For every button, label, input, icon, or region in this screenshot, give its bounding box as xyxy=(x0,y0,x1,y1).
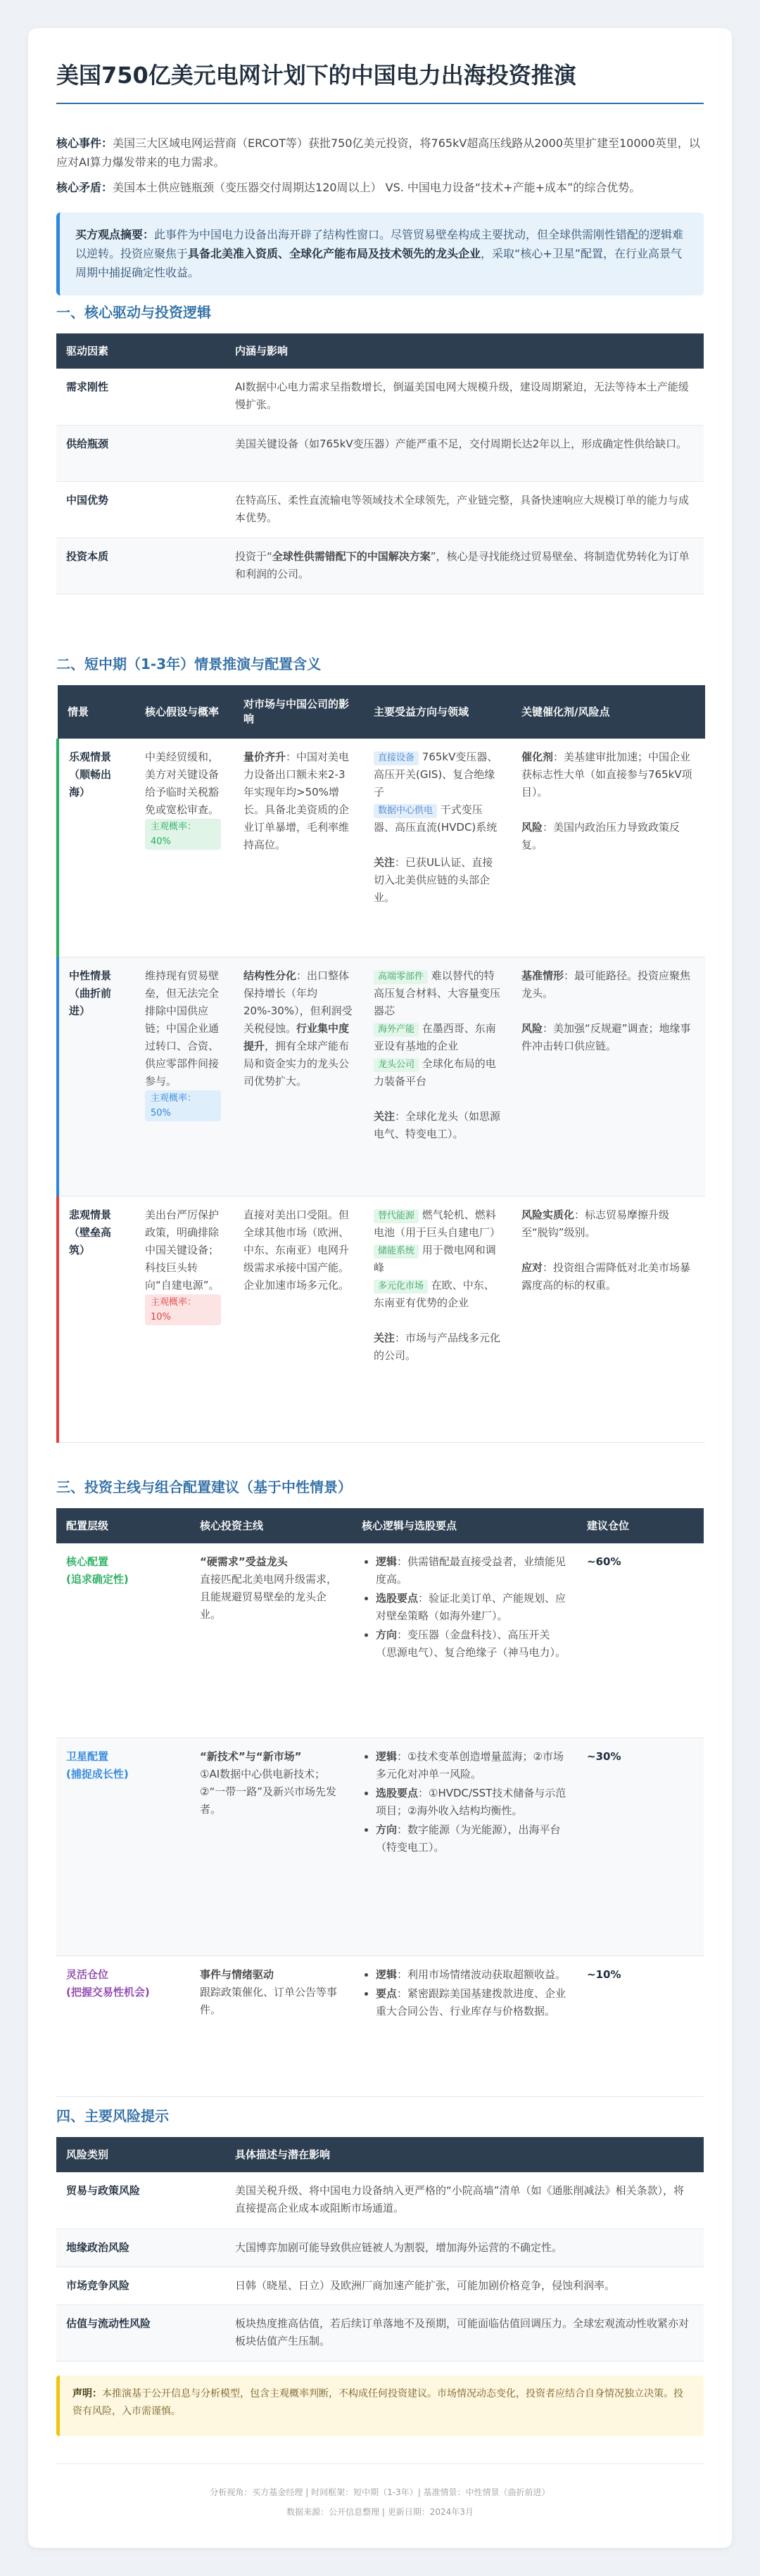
footer xyxy=(56,2463,704,2522)
report-card xyxy=(28,28,732,2548)
scenario-row-optimistic: 乐观情景（顺畅出海） 中美经贸缓和，美方对关键设备给予临时关税豁免或宽松审查。 主观概率：40% 量价齐升：中国对美电力设备出口额未来2-3年实现年均>50%增长。具备北美资质的企业订单暴增，毛利率维持高位。 直接设备 765kV变压器、高压开关(GIS)、复合绝缘子 数据中心供电 干式变压器、高压直流(HVDC)系统 关注：已获UL认证、直接切入北美供应链的头部企业。 催化剂：美基建审批加速；中国企业获标志性大单（如直接参与765kV项目）。 风险：美国内政治压力导致政策反复。 xyxy=(58,739,705,957)
table-cell: 美国关键设备（如765kV变压器）产能严重不足，交付周期长达2年以上，形成确定性供给缺口。 xyxy=(225,425,704,481)
tag-chip: 储能系统 xyxy=(374,1244,419,1258)
weight-value: ~10% xyxy=(577,1956,704,2096)
tag-chip: 高端零部件 xyxy=(374,970,428,984)
weight-value: ~60% xyxy=(577,1543,704,1737)
allocation-row-core: 核心配置 (追求确定性) “硬需求”受益龙头 直接匹配北美电网升级需求，且能规避贸易壁垒的龙头企业。 • 逻辑：供需错配最直接受益者，业绩能见度高。 • 选股要点：验证北美订单、产能规划、应对壁垒策略（如海外建厂）。 • 方向：变压器（金盘科技）、高压开关（思源电气）、复合绝缘子（神马电力）。 ~60% xyxy=(56,1543,704,1737)
scenario-row-pessimistic: 悲观情景（壁垒高筑） 美出台严厉保护政策，明确排除中国关键设备；科技巨头转向“自建电源”。 主观概率：10% 直接对美出口受阻。但全球其他市场（欧洲、中东、东南亚）电网升级需求承接中国产能。企业加速市场多元化。 替代能源 燃气轮机、燃料电池（用于巨头自建电厂） 储能系统 用于微电网和调峰 多元化市场 在欧、中东、东南亚有优势的企业 关注：市场与产品线多元化的公司。 风险实质化：标志贸易摩擦升级至“脱钩”级别。 应对：投资组合需降低对北美市场暴露度高的标的权重。 xyxy=(58,1196,705,1442)
tag-chip: 直接设备 xyxy=(374,751,419,765)
table-cell: 供给瓶颈 xyxy=(56,425,225,481)
tag-chip: 替代能源 xyxy=(374,1209,419,1223)
table-cell: AI数据中心电力需求呈指数增长，倒逼美国电网大规模升级，建设周期紧迫，无法等待本土产能缓慢扩张。 xyxy=(225,369,704,425)
table-cell: 投资本质 xyxy=(56,537,225,594)
tag-chip: 多元化市场 xyxy=(374,1280,428,1294)
risks-table: 风险类别 具体描述与潜在影响 贸易与政策风险 美国关税升级、将中国电力设备纳入更严格的“小院高墙”清单（如《通胀削减法》相关条款），将直接提高企业成本或阻断市场通道。 地缘政治风险 大国博弈加剧可能导致供应链被人为割裂，增加海外运营的不确定性。 市场竞争风险 日韩（晓星、日立）及欧洲厂商加速产能扩张，可能加剧价格竞争，侵蚀利润率。 估值与流动性风险 板块热度推高估值，若后续订单落地不及预期，可能面临估值回调压力。全球宏观流动性收紧亦对板块估值产生压制。 xyxy=(56,2137,704,2361)
section-heading-drivers: 一、核心驱动与投资逻辑 xyxy=(56,304,211,321)
tag-chip: 龙头公司 xyxy=(374,1058,419,1072)
footer-meta: 分析视角：买方基金经理 | 时间框架：短中期（1-3年）| 基准情景：中性情景（曲折前进） xyxy=(210,2487,550,2497)
probability-badge: 主观概率：10% xyxy=(145,1294,221,1325)
tag-chip: 海外产能 xyxy=(374,1023,419,1037)
table-cell: 在特高压、柔性直流输电等领域技术全球领先，产业链完整，具备快速响应大规模订单的能力与成本优势。 xyxy=(225,481,704,537)
allocation-table: 配置层级 核心投资主线 核心逻辑与选股要点 建议仓位 核心配置 (追求确定性) “硬需求”受益龙头 直接匹配北美电网升级需求，且能规避贸易壁垒的龙头企业。 • 逻辑：供需错配最直接受益者，业绩能见度高。 • 选股要点：验证北美订单、产能规划、应对壁垒策略（如海外建厂）。 • 方向：变压器（金盘科技）、高压开关（思源电气）、复合绝缘子（神马电力）。 ~60% 卫星配置 (捕捉成长性) “新技术”与“新市场” ①AI数据中心供电新技术；②“一带一路”及新兴市场先发者。 • 逻辑：①技术变革创造增量蓝海；②市场多元化对冲单一风险。 • 选股要点：①HVDC/SST技术储备与示范项目；②海外收入结构均衡性。 • 方向：数字能源（为光能源），出海平台（特变电工）。 ~30% 灵活仓位 (把握交易性机会) 事件与情绪驱动 跟踪政策催化、订单公告等事件。 • 逻辑：利用市场情绪波动获取超额收益。 • 要点：紧密跟踪美国基建拨款进度、企业重大合同公告、行业库存与价格数据。 ~10% xyxy=(56,1508,704,2097)
tag-chip: 数据中心供电 xyxy=(374,804,437,818)
page-title: 美国750亿美元电网计划下的中国电力出海投资推演 xyxy=(56,58,704,104)
footer-source: 数据来源：公开信息整理 | 更新日期：2024年3月 xyxy=(286,2507,474,2517)
core-event: 核心事件：美国三大区域电网运营商（ERCOT等）获批750亿美元投资，将765kV超高压线路从2000英里扩建至10000英里，以应对AI算力爆发带来的电力需求。 xyxy=(56,136,700,169)
disclaimer-box: 声明：本推演基于公开信息与分析模型，包含主观概率判断，不构成任何投资建议。市场情况动态变化，投资者应结合自身情况独立决策。投资有风险，入市需谨慎。 xyxy=(56,2376,704,2436)
scenario-row-neutral: 中性情景（曲折前进） 维持现有贸易壁垒，但无法完全排除中国供应链；中国企业通过转口、合资、供应零部件间接参与。 主观概率：50% 结构性分化：出口整体保持增长（年均20%-30%），但利润受关税侵蚀。行业集中度提升，拥有全球产能布局和资金实力的龙头公司优势扩大。 高端零部件 难以替代的特高压复合材料、大容量变压器芯 海外产能 在墨西哥、东南亚设有基地的企业 龙头公司 全球化布局的电力装备平台 关注：全球化龙头（如思源电气、特变电工）。 基准情形：最可能路径。投资应聚焦龙头。 风险：美加强“反规避”调查；地缘事件冲击转口供应链。 xyxy=(58,957,705,1196)
table-header: 内涵与影响 xyxy=(225,333,704,369)
table-header: 驱动因素 xyxy=(56,333,225,369)
allocation-row-flexible: 灵活仓位 (把握交易性机会) 事件与情绪驱动 跟踪政策催化、订单公告等事件。 • 逻辑：利用市场情绪波动获取超额收益。 • 要点：紧密跟踪美国基建拨款进度、企业重大合同公告、行业库存与价格数据。 ~10% xyxy=(56,1956,704,2096)
probability-badge: 主观概率：40% xyxy=(145,819,221,850)
table-cell: 需求刚性 xyxy=(56,369,225,425)
table-cell: 投资于“全球性供需错配下的中国解决方案”，核心是寻找能绕过贸易壁垒、将制造优势转化为订单和利润的公司。 xyxy=(225,537,704,594)
core-conflict: 核心矛盾：美国本土供应链瓶颈（变压器交付周期达120周以上） VS. 中国电力设备“技术+产能+成本”的综合优势。 xyxy=(56,181,641,194)
summary-box: 买方观点摘要：此事件为中国电力设备出海开辟了结构性窗口。尽管贸易壁垒构成主要扰动，但全球供需刚性错配的逻辑难以逆转。投资应聚焦于具备北美准入资质、全球化产能布局及技术领先的龙头企业，采取“核心+卫星”配置，在行业高景气周期中捕捉确定性收益。 xyxy=(56,212,704,295)
table-cell: 中国优势 xyxy=(56,481,225,537)
probability-badge: 主观概率：50% xyxy=(145,1090,221,1121)
drivers-table xyxy=(56,333,704,594)
weight-value: ~30% xyxy=(577,1737,704,1956)
allocation-row-satellite: 卫星配置 (捕捉成长性) “新技术”与“新市场” ①AI数据中心供电新技术；②“一带一路”及新兴市场先发者。 • 逻辑：①技术变革创造增量蓝海；②市场多元化对冲单一风险。 • 选股要点：①HVDC/SST技术储备与示范项目；②海外收入结构均衡性。 • 方向：数字能源（为光能源），出海平台（特变电工）。 ~30% xyxy=(56,1737,704,1956)
section-heading-risks: 四、主要风险提示 xyxy=(56,2108,169,2124)
section-heading-scenarios: 二、短中期（1-3年）情景推演与配置含义 xyxy=(56,656,322,672)
scenarios-table: 情景 核心假设与概率 对市场与中国公司的影响 主要受益方向与领域 关键催化剂/风险点 乐观情景（顺畅出海） 中美经贸缓和，美方对关键设备给予临时关税豁免或宽松审查。 主观概率：40% 量价齐升：中国对美电力设备出口额未来2-3年实现年均>50%增长。具备北美资质的企业订单暴增，毛利率维持高位。 直接设备 765kV变压器、高压开关(GIS)、复合绝缘子 数据中心供电 干式变压器、高压直流(HVDC)系统 关注：已获UL认证、直接切入北美供应链的头部企业。 催化剂：美基建审批加速；中国企业获标志性大单（如直接参与765kV项目）。 风险：美国内政治压力导致政策反复。 中性情景（曲折前进） 维持现有贸易壁垒，但无法完全排除中国供应链；中国企业通过转口、合资、供应零部件间接参与。 主观概率：50% 结构性分化：出口整体保持增长（年均20%-30%），但利润受关税侵蚀。行业集中度提升，拥有全球产能布局和资金实力的龙头公司优势扩大。 高端零部件 难以替代的特高压复合材料、大容量变压器芯 海外产能 在墨西哥、东南亚设有基地的企业 龙头公司 全球化布局的电力装备平台 关注：全球化龙头（如思源电气、特变电工）。 基准情形：最可能路径。投资应聚焦龙头。 风险：美加强“反规避”调查；地缘事件冲击转口供应链。 悲观情景（壁垒高筑） 美出台严厉保护政策，明确排除中国关键设备；科技巨头转向“自建电源”。 主观概率：10% 直接对美出口受阻。但全球其他市场（欧洲、中东、东南亚）电网升级需求承接中国产能。企业加速市场多元化。 替代能源 燃气轮机、燃料电池（用于巨头自建电厂） 储能系统 用于微电网和调峰 多元化市场 在欧、中东、东南亚有优势的企业 关注：市场与产品线多元化的公司。 风险实质化：标志贸易摩擦升级至“脱钩”级别。 应对：投资组合需降低对北美市场暴露度高的标的权重。 xyxy=(56,685,705,1443)
section-heading-allocation: 三、投资主线与组合配置建议（基于中性情景） xyxy=(56,1479,352,1496)
